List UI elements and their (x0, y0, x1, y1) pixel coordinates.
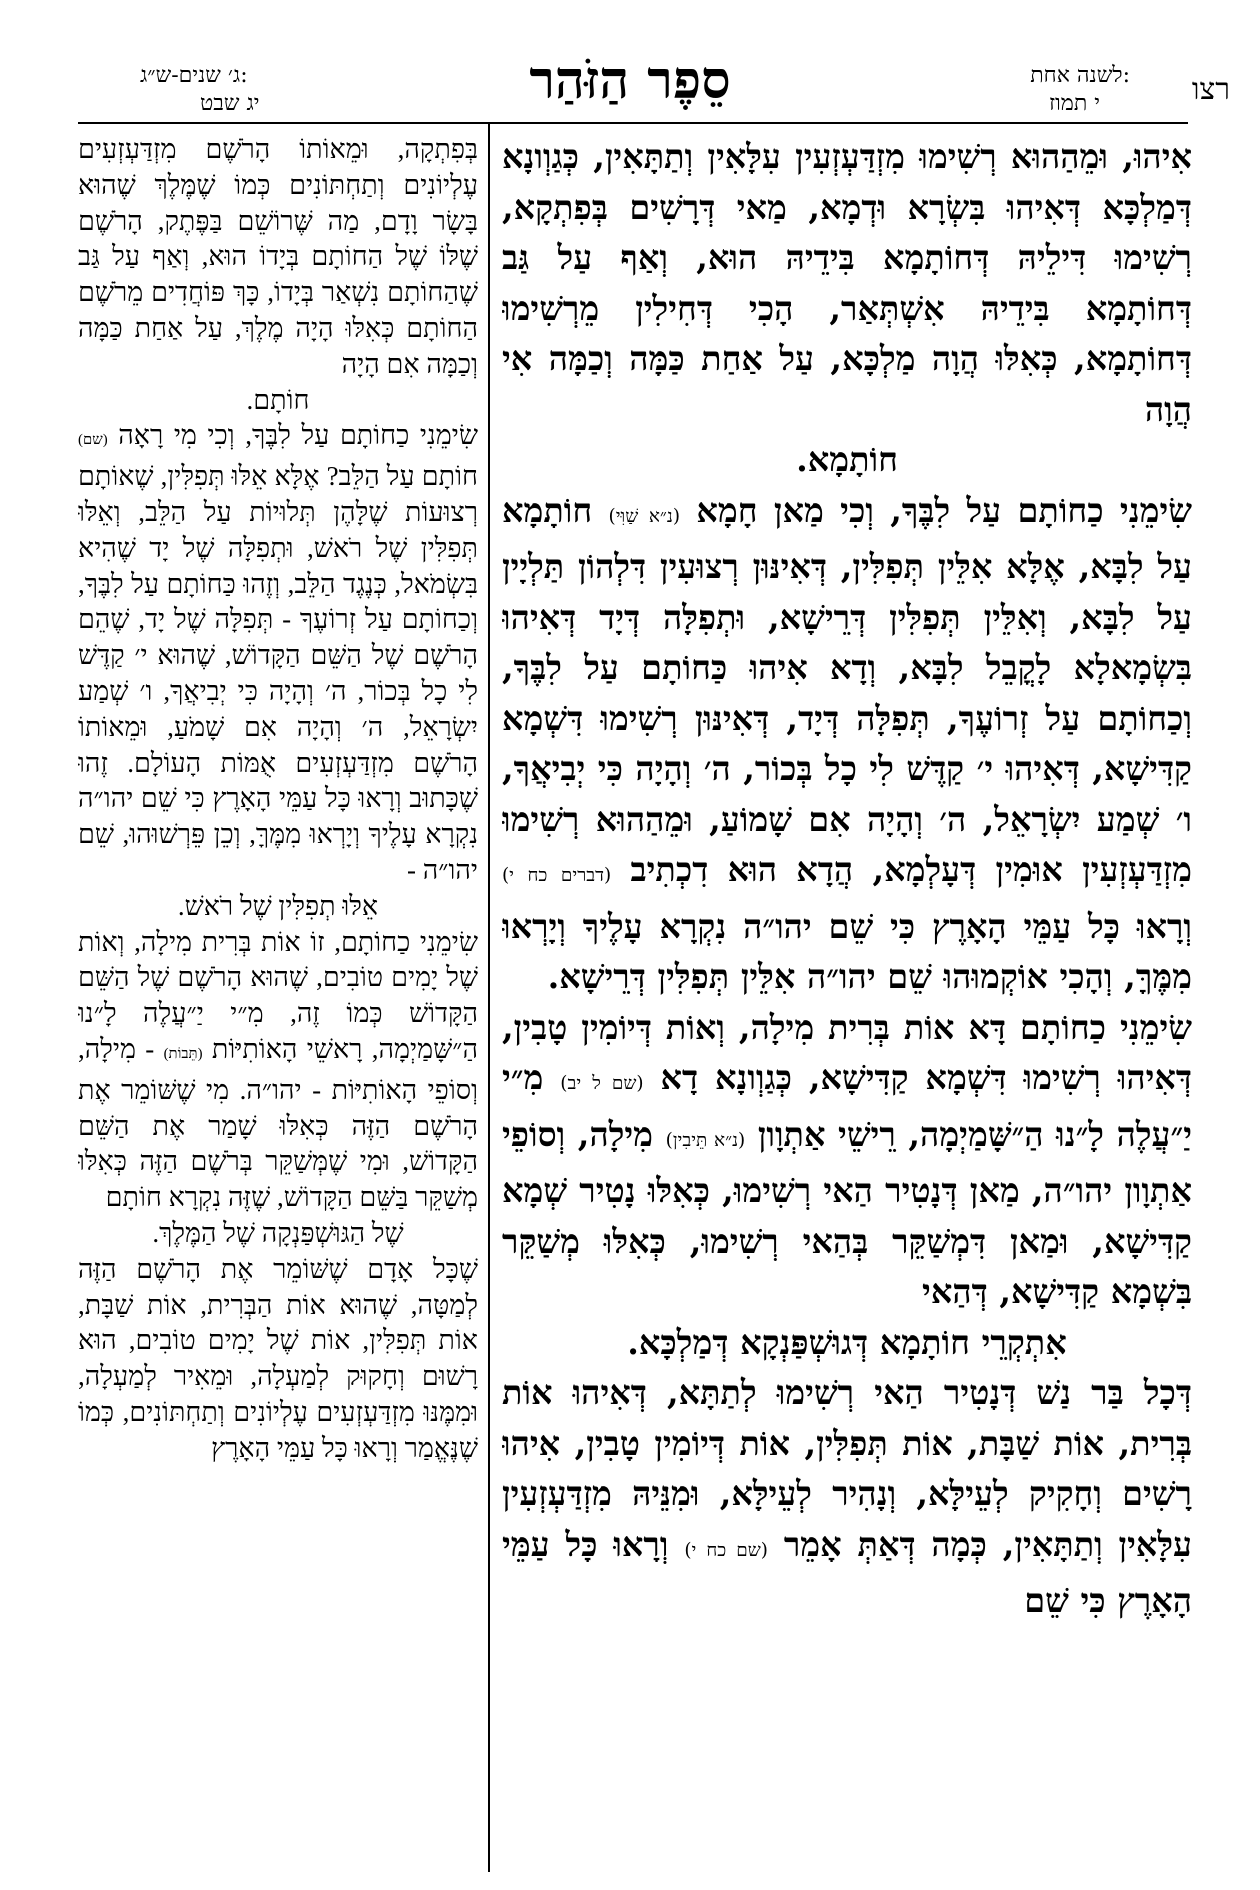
source-reference: (נ״א תֵּיבִין) (665, 1129, 746, 1151)
source-reference: (נ״א שַׁוִּי) (608, 505, 681, 527)
commentary-paragraph-end: חוֹתָם. (246, 384, 310, 415)
main-paragraph-end: אִתְקְרֵי חוֹתָמָא דְּגוּשְׁפַּנְקָא דְּמַלְכָּא. (627, 1322, 1067, 1362)
main-paragraph: אִיהוּ, וּמֵהַהוּא רְשִׁימוּ מִזְדַּעְזְעִין עִלָּאִין וְתַתָּאִין, כְּגַוְונָא דְּמַלְכָּא דְּאִיהוּ בִּשְׂרָא וּדְמָא, מַאי דְּרָשִׁים בְּפִתְקָא, רְשִׁימוּ דִּילֵיהּ דְּחוֹתָמָא בִּידֵיהּ הוּא, וְאַף עַל גַּב דְּחוֹתָמָא בִּידֵיהּ אִשְׁתְּאַר, הָכִי דְּחִילִין מֵרְשִׁימוּ דְּחוֹתָמָא, כְּאִלּוּ הֲוָה מַלְכָּא, עַל אַחַת כַּמָּה וְכַמָּה אִי הֲוָה (502, 137, 1192, 429)
commentary-paragraph-end: שֶׁל הַגּוּשְׁפַּנְקָה שֶׁל הַמֶּלֶךְ. (152, 1217, 404, 1248)
commentary-paragraph: שֶׁכָּל אָדָם שֶׁשּׁוֹמֵר אֶת הָרֹשֶׁם הַזֶּה לְמַטָּה, שֶׁהוּא אוֹת הַבְּרִית, אוֹת שַׁבָּת, אוֹת תְּפִלִּין, אוֹת שֶׁל יָמִים טוֹבִים, הוּא רָשׁוּם וְחָקוּק לְמַעְלָה, וּמֵאִיר לְמַעְלָה, וּמִמֶּנּוּ מִזְדַּעְזְעִים עֶלְיוֹנִים וְתַחְתּוֹנִים, כְּמוֹ שֶׁנֶּאֱמַר וְרָאוּ כָּל עַמֵּי הָאָרֶץ (78, 1253, 478, 1463)
main-paragraph: דְּכָל בַּר נַשׁ דְּנָטִיר הַאי רְשִׁימוּ לְתַתָּא, דְּאִיהוּ אוֹת בְּרִית, אוֹת שַׁבָּת, אוֹת תְּפִלִּין, אוֹת דְּיוֹמִין טָבִין, אִיהוּ רָשִׁים וְחָקִיק לְעֵילָּא, וְנָהִיר לְעֵילָּא, וּמִנֵּיהּ מִזְדַּעְזְעִין עִלָּאִין וְתַתָּאִין, כְּמָה דְּאַתְּ אָמֵר (שם כח י) וְרָאוּ כָּל עַמֵּי הָאָרֶץ כִּי שֵׁם (502, 1373, 1192, 1620)
page-number: רצו (1191, 72, 1230, 107)
commentary-paragraph: שִׂימֵנִי כַחוֹתָם עַל לִבֶּךָ, וְכִי מִי רָאָה (שם) חוֹתָם עַל הַלֵּב? אֶלָּא אֵלּוּ תְּפִלִּין, שֶׁאוֹתָם רְצוּעוֹת שֶׁלָּהֶן תְּלוּיוֹת עַל הַלֵּב, וְאֵלּוּ תְּפִלִּין שֶׁל רֹאשׁ, וּתְפִלָּה שֶׁל יָד שֶׁהִיא בִּשְׂמֹאל, כְּנֶגֶד הַלֵּב, וְזֶהוּ כַּחוֹתָם עַל לִבֶּךָ, וְכַחוֹתָם עַל זְרוֹעֶךָ - תְּפִלָּה שֶׁל יָד, שֶׁהֵם הָרֹשֶׁם שֶׁל הַשֵּׁם הַקָּדוֹשׁ, שֶׁהוּא י׳ קַדֶּשׁ לִי כָל בְּכוֹר, ה׳ וְהָיָה כִּי יְבִיאֲךָ, ו׳ שְׁמַע יִשְׂרָאֵל, ה׳ וְהָיָה אִם שָׁמֹעַ, וּמֵאוֹתוֹ הָרֹשֶׁם מִזְדַּעְזְעִים אֻמּוֹת הָעוֹלָם. זֶהוּ שֶׁכָּתוּב וְרָאוּ כָּל עַמֵּי הָאָרֶץ כִּי שֵׁם יהו״ה נִקְרָא עָלֶיךָ וְיָרְאוּ מִמֶּךָּ, וְכֵן פֵּרְשׁוּהוּ, שֵׁם יהו״ה - (78, 420, 478, 885)
hebrew-translation-column (78, 132, 478, 1872)
page-header (0, 0, 1260, 124)
main-paragraph-end: חוֹתָמָא. (796, 440, 898, 479)
commentary-paragraph: שִׂימֵנִי כַחוֹתָם, זוֹ אוֹת בְּרִית מִילָה, וְאוֹת שֶׁל יָמִים טוֹבִים, שֶׁהוּא הָרֹשֶׁם שֶׁל הַשֵּׁם הַקָּדוֹשׁ כְּמוֹ זֶה, מִ״י יַ״עֲלֶה לָ״נוּ הַ״שָּׁמַיְמָה, רָאשֵׁי הָאוֹתִיּוֹת (תֵּבוֹת) - מִילָה, וְסוֹפֵי הָאוֹתִיּוֹת - יהו״ה. מִי שֶׁשּׁוֹמֵר אֶת הָרֹשֶׁם הַזֶּה כְּאִלּוּ שָׁמַר אֶת הַשֵּׁם הַקָּדוֹשׁ, וּמִי שֶׁמְּשַׁקֵּר בְּרֹשֶׁם הַזֶּה כְּאִלּוּ מְשַׁקֵּר בַּשֵּׁם הַקָּדוֹשׁ, שֶׁזֶּה נִקְרָא חוֹתָם (78, 926, 478, 1213)
source-reference: (שם ל יב) (560, 1073, 644, 1094)
source-reference: (דברים כח י) (502, 865, 612, 886)
reading-schedule-three-years: ג׳ שנים-ש״ג: (140, 63, 248, 88)
commentary-paragraph: בְּפִתְקָה, וּמֵאוֹתוֹ הָרֹשֶׁם מִזְדַּעְזְעִים עֶלְיוֹנִים וְתַחְתּוֹנִים כְּמוֹ שֶׁמֶּלֶךְ שֶׁהוּא בָּשָׂר וָדָם, מַה שֶּׁרוֹשֵׁם בַּפֶּתֶק, הָרֹשֶׁם שֶׁלּוֹ שֶׁל הַחוֹתָם בְּיָדוֹ הוּא, וְאַף עַל גַּב שֶׁהַחוֹתָם נִשְׁאַר בְּיָדוֹ, כָּךְ פּוֹחֲדִים מֵרֹשֶׁם הַחוֹתָם כְּאִלּוּ הָיָה מֶלֶךְ, עַל אַחַת כַּמָּה וְכַמָּה אִם הָיָה (78, 134, 478, 379)
source-reference: (תֵּבוֹת) (163, 1045, 203, 1062)
source-reference: (שם כח י) (684, 1539, 768, 1561)
main-paragraph: שִׂימֵנִי כַחוֹתָם עַל לִבֶּךָ, וְכִי מַאן חָמָא (נ״א שַׁוִּי) חוֹתָמָא עַל לִבָּא, אֶלָּא אִלֵּין תְּפִלִּין, דְּאִינּוּן רְצוּעִין דִּלְהוֹן תַּלְיָין עַל לִבָּא, וְאִלֵּין תְּפִלִּין דְּרֵישָׁא, וּתְפִלָּה דְּיָד דְּאִיהוּ בִּשְׂמָאלָא לָקֳבֵל לִבָּא, וְדָא אִיהוּ כַּחוֹתָם עַל לִבֶּךָ, וְכַחוֹתָם עַל זְרוֹעֶךָ, תְּפִלָּה דְּיָד, דְּאִינּוּן רְשִׁימוּ דִּשְׁמָא קַדִּישָׁא, דְּאִיהוּ י׳ קַדֶּשׁ לִי כָל בְּכוֹר, ה׳ וְהָיָה כִּי יְבִיאֲךָ, ו׳ שְׁמַע יִשְׂרָאֵל, ה׳ וְהָיָה אִם שָׁמוֹעַ, וּמֵהַהוּא רְשִׁימוּ מִזְדַּעְזְעִין אוּמִין דְּעָלְמָא, הֲדָא הוּא דִכְתִיב (דברים כח י) וְרָאוּ כָּל עַמֵּי הָאָרֶץ כִּי שֵׁם יהו״ה נִקְרָא עָלֶיךָ וְיָרְאוּ מִמֶּךָּ, וְהָכִי אוֹקְמוּהוּ שֵׁם יהו״ה אִלֵּין תְּפִלִּין דְּרֵישָׁא. (502, 490, 1192, 996)
main-aramaic-column (502, 132, 1192, 1872)
reading-date-three-years: יג שבט (200, 91, 260, 116)
column-divider (488, 124, 490, 1872)
book-title: סֵפֶר הַזֹּהַר (529, 50, 731, 111)
header-divider (78, 122, 1188, 124)
reading-date-one-year: י תמוז (1049, 91, 1100, 116)
main-paragraph: שִׂימֵנִי כַחוֹתָם דָּא אוֹת בְּרִית מִילָה, וְאוֹת דְּיוֹמִין טָבִין, דְּאִיהוּ רְשִׁימוּ דִּשְׁמָא קַדִּישָׁא, כְּגַוְונָא דָא (שם ל יב) מִ״י יַ״עֲלֶה לָ״נוּ הַ״שָּׁמַיְמָה, רֵישֵׁי אַתְוָון (נ״א תֵּיבִין) מִילָה, וְסוֹפֵי אַתְוָון יהו״ה, מַאן דְּנָטִיר הַאי רְשִׁימוּ, כְּאִלּוּ נָטִיר שְׁמָא קַדִּישָׁא, וּמַאן דִּמְשַׁקֵּר בְּהַאי רְשִׁימוּ, כְּאִלּוּ מְשַׁקֵּר בִּשְׁמָא קַדִּישָׁא, דְּהַאי (502, 1007, 1192, 1311)
reading-schedule-one-year: לשנה אחת: (1030, 63, 1130, 88)
commentary-paragraph-end: אֵלּוּ תְפִלִּין שֶׁל רֹאשׁ. (177, 890, 379, 921)
source-reference: (שם) (78, 432, 108, 449)
